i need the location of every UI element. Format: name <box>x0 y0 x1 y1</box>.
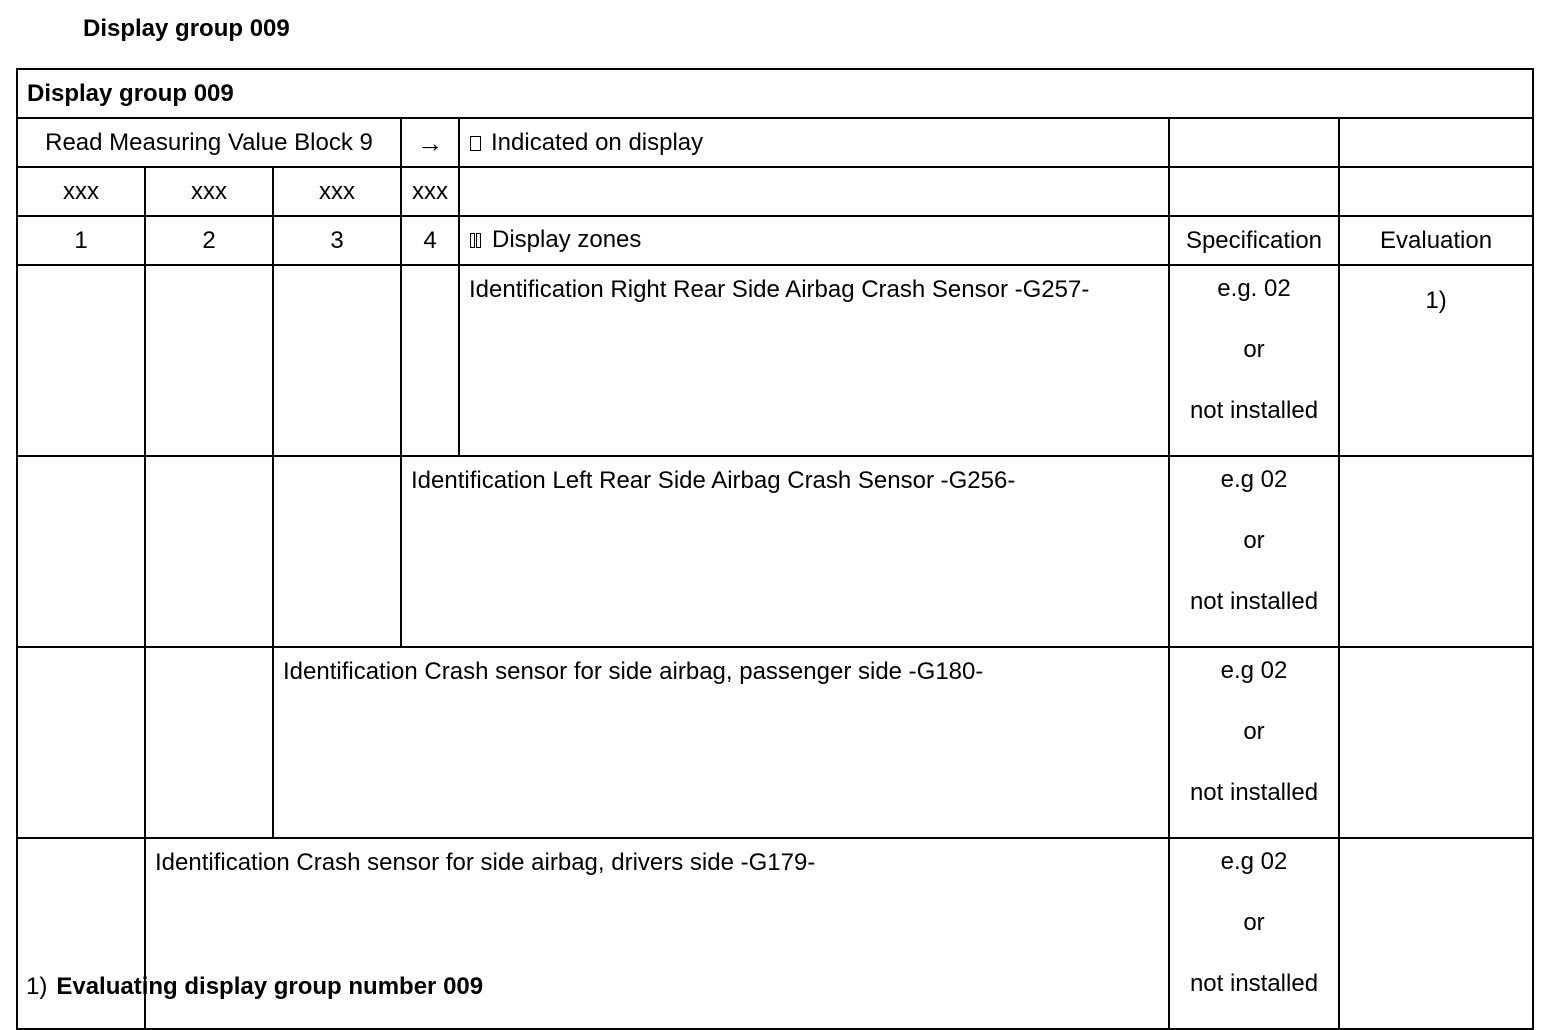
footnote-marker: 1) <box>26 973 48 1000</box>
display-group-table <box>16 68 1534 1030</box>
zone-number: 1 <box>17 216 145 265</box>
read-block-label: Read Measuring Value Block 9 <box>17 118 401 167</box>
zone-number: 3 <box>273 216 401 265</box>
table-row <box>17 456 1533 647</box>
spec-alternative: not installed <box>1189 970 1319 997</box>
footnote <box>26 972 483 1002</box>
empty-cell <box>145 456 273 647</box>
spec-alternative: not installed <box>1189 779 1319 806</box>
spec-alternative: not installed <box>1189 397 1319 424</box>
row-evaluation: 1) <box>1339 265 1533 456</box>
empty-cell <box>273 265 401 456</box>
spec-value: e.g 02 <box>1220 466 1288 493</box>
spec-or: or <box>1243 718 1265 745</box>
zone-header-row <box>17 216 1533 265</box>
read-block-row <box>17 118 1533 167</box>
row-specification <box>1169 265 1339 456</box>
spec-or: or <box>1243 336 1265 363</box>
empty-cell <box>17 647 145 838</box>
empty-cell <box>273 456 401 647</box>
empty-cell <box>17 456 145 647</box>
spec-alternative: not installed <box>1189 588 1319 615</box>
row-description: Identification Crash sensor for side airbag, passenger side -G180- <box>273 647 1169 838</box>
indicated-on-display-cell <box>459 118 1169 167</box>
spec-value: e.g 02 <box>1220 848 1288 875</box>
spec-value: e.g. 02 <box>1217 275 1291 302</box>
checkbox-square-icon <box>470 136 481 151</box>
placeholder-value: xxx <box>401 167 459 216</box>
empty-cell <box>1339 118 1533 167</box>
row-specification <box>1169 838 1339 1029</box>
spec-or: or <box>1243 527 1265 554</box>
display-zones-cell <box>459 216 1169 265</box>
arrow-icon: → <box>401 118 459 167</box>
empty-cell <box>1169 167 1339 216</box>
double-square-icon <box>470 226 482 256</box>
page-title: Display group 009 <box>83 15 290 42</box>
row-description: Identification Left Rear Side Airbag Crash Sensor -G256- <box>401 456 1169 647</box>
row-description: Identification Right Rear Side Airbag Crash Sensor -G257- <box>459 265 1169 456</box>
indicated-label: Indicated on display <box>491 128 704 156</box>
row-evaluation <box>1339 456 1533 647</box>
placeholder-value: xxx <box>17 167 145 216</box>
table-row <box>17 647 1533 838</box>
spec-or: or <box>1243 909 1265 936</box>
table-title: Display group 009 <box>17 69 1533 118</box>
row-evaluation <box>1339 647 1533 838</box>
row-specification <box>1169 456 1339 647</box>
empty-cell <box>401 265 459 456</box>
zone-number: 4 <box>401 216 459 265</box>
placeholder-value: xxx <box>273 167 401 216</box>
empty-cell <box>17 265 145 456</box>
placeholder-row <box>17 167 1533 216</box>
placeholder-value: xxx <box>145 167 273 216</box>
empty-cell <box>145 647 273 838</box>
display-zones-label: Display zones <box>492 226 642 253</box>
empty-cell <box>1169 118 1339 167</box>
spec-value: e.g 02 <box>1220 657 1288 684</box>
empty-cell <box>1339 167 1533 216</box>
empty-cell <box>459 167 1169 216</box>
footnote-text: Evaluating display group number 009 <box>56 973 484 1000</box>
table-row <box>17 265 1533 456</box>
table-title-row <box>17 69 1533 118</box>
row-specification <box>1169 647 1339 838</box>
specification-header: Specification <box>1169 216 1339 265</box>
empty-cell <box>145 265 273 456</box>
row-evaluation <box>1339 838 1533 1029</box>
row-description: Identification Crash sensor for side airbag, drivers side -G179- <box>145 838 1169 1029</box>
evaluation-header: Evaluation <box>1339 216 1533 265</box>
zone-number: 2 <box>145 216 273 265</box>
